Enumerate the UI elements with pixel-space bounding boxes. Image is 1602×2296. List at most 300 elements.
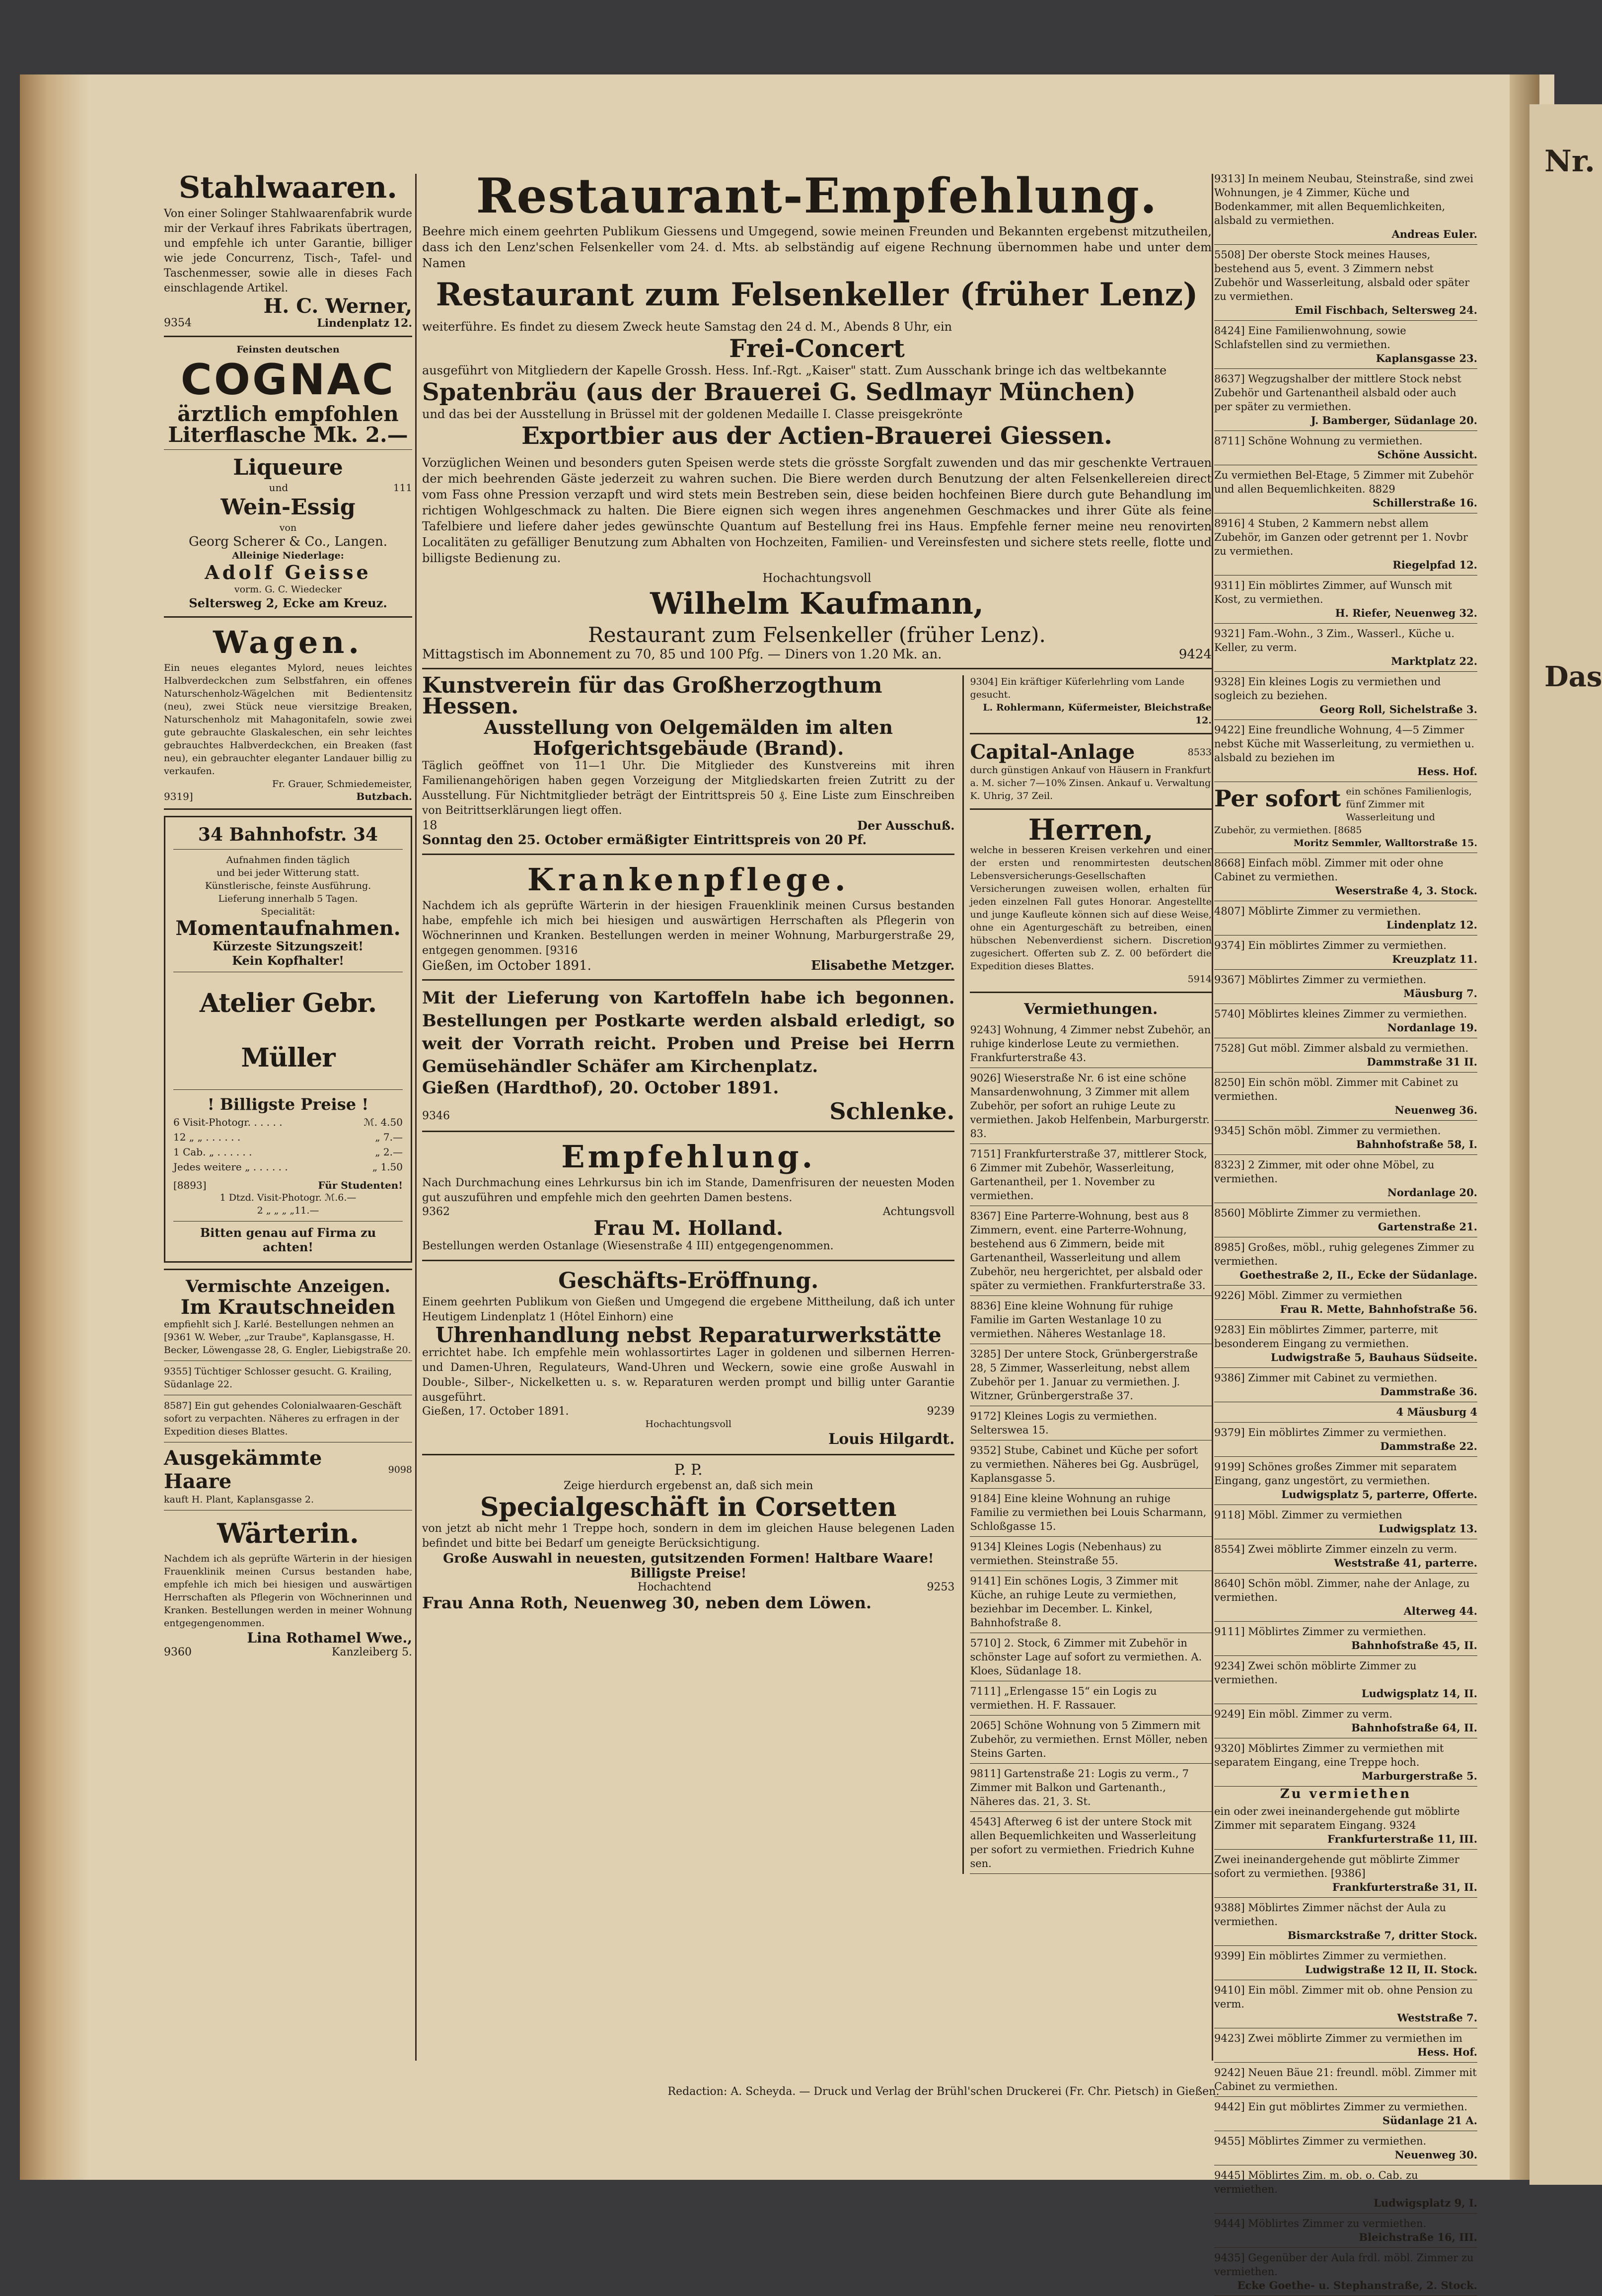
rental-text: 9345] Schön möbl. Zimmer zu vermiethen. [1214, 1125, 1441, 1137]
price-row [173, 1159, 403, 1174]
empf-text: Nach Durchmachung eines Lehrkursus bin ich im Stande, Damenfrisuren der neuesten Moden gut auszuführen und empfehle mich den geehrten Damen bestens. [422, 1177, 955, 1204]
rental-text: 9374] Ein möblirtes Zimmer zu vermiethen. [1214, 939, 1447, 951]
bahnhof-l2: und bei jeder Witterung statt. [217, 867, 360, 878]
empf-hoch: Achtungsvoll [882, 1206, 955, 1218]
wiedecker: vorm. G. C. Wiedecker [234, 584, 342, 595]
rental-listing [1214, 1038, 1477, 1073]
bahnhof-l1: Aufnahmen finden täglich [226, 855, 350, 865]
empf-foot: Bestellungen werden Ostanlage (Wiesenstraße 4 III) entgegengenommen. [422, 1240, 834, 1252]
cognac-pre: Feinsten deutschen [236, 344, 340, 355]
stud1: 1 Dtzd. Visit-Photogr. ℳ.6.— [219, 1192, 357, 1203]
spaten: Spatenbräu (aus der Brauerei G. Sedlmayr München) [422, 378, 1136, 406]
rental-listing [1214, 1574, 1477, 1622]
rest-cont: weiterführe. Es findet zu diesem Zweck heute Samstag den 24 d. M., Abends 8 Uhr, ein [422, 320, 952, 334]
rental-listing [1214, 1738, 1477, 1787]
kunst-sig: Der Ausschuß. [857, 818, 955, 833]
herren-title: Herren, [1028, 813, 1154, 847]
rental-item: 8367] Eine Parterre-Wohnung, best aus 8 Zimmern, event. eine Parterre-Wohnung, bestehend aus 6 Zimmern, beide mit Gartenantheil, Wasserleitung und allem Zubehör, neu hergerichtet, per alsbald oder später zu vermiethen. Frankfurterstraße 33. [970, 1206, 1212, 1296]
rental-text: 8985] Großes, möbl., ruhig gelegenes Zimmer zu vermiethen. [1214, 1241, 1475, 1267]
wagen-footer [164, 790, 412, 802]
column-rule-2 [1212, 174, 1213, 2061]
studenten: Für Studenten! [318, 1179, 403, 1191]
cors-name: Frau Anna Roth, Neuenweg 30, neben dem Löwen. [422, 1593, 872, 1612]
gesch-title: Geschäfts-Eröffnung. [558, 1268, 819, 1293]
left-column [164, 169, 412, 1658]
rental-text: 9242] Neuen Bäue 21: freundl. möbl. Zimmer mit Cabinet zu vermiethen. [1214, 2067, 1477, 2092]
stahl-title: Stahlwaaren. [178, 170, 398, 205]
page-stack-edge [20, 74, 89, 2180]
rental-listing [1214, 853, 1477, 901]
rental-listing [1214, 2131, 1477, 2165]
rental-address: 4 Mäusburg 4 [1396, 1406, 1477, 1418]
rental-address: Frankfurterstraße 11, III. [1327, 1833, 1477, 1845]
rental-address: Neuenweg 36. [1394, 1104, 1477, 1116]
frei-concert: Frei-Concert [729, 334, 905, 363]
capital-row [970, 740, 1212, 764]
rest-body: Vorzüglichen Weinen und besonders guten Speisen werde stets die grösste Sorgfalt zuwenden und das mir geschenkte Vertrauen der mich beehrenden Gäste jederzeit zu wahren suchen. Die Biere werden durch Benutzung der alten Felsenkellereien direct vom Fass ohne Pression verzapft und wird stets mein Bestreben sein, diese beiden hochfeinen Biere durch gute Behandlung im richtigen Wohlgeschmack zu halten. Die Biere eignen sich wegen ihres angenehmen Geschmackes und ihrer Güte als feine Tafelbiere und liefere daher jedes gewünschte Quantum auf Bestellung frei ins Haus. Empfehle ferner meine neu renovirten Localitäten zu gefälliger Benutzung zum Abhalten von Hochzeiten, Familien- und Vereinsfesten und sichere stets reelle, flotte und billigste Bedienung zu. [422, 456, 1212, 565]
rental-item: 9243] Wohnung, 4 Zimmer nebst Zubehör, an ruhige kinderlose Leute zu vermiethen. Frankfurterstraße 43. [970, 1020, 1212, 1068]
rental-listing [1214, 1402, 1477, 1423]
rental-text: 9249] Ein möbl. Zimmer zu verm. [1214, 1708, 1393, 1720]
gesch-hoch: Hochachtungsvoll [645, 1419, 731, 1430]
kranken-title: Krankenpflege. [527, 861, 850, 898]
rental-listing [1214, 369, 1477, 431]
rental-text: 8560] Möblirte Zimmer zu vermiethen. [1214, 1207, 1421, 1219]
kranken-footer [422, 958, 954, 973]
rental-text: 8637] Wegzugshalber der mittlere Stock nebst Zubehör und Gartenantheil alsbald oder auch per später zu vermiethen. [1214, 373, 1461, 413]
rental-address: H. Riefer, Neuenweg 32. [1335, 607, 1477, 619]
rental-listing [1214, 1850, 1477, 1898]
cors-bold: Große Auswahl in neuesten, gutsitzenden Formen! Haltbare Waare! Billigste Preise! [443, 1551, 934, 1581]
rental-address: Hess. Hof. [1417, 765, 1477, 778]
rental-listing [1214, 2097, 1477, 2131]
rental-address: Ecke Goethe- u. Stephanstraße, 2. Stock. [1237, 2279, 1477, 2292]
rental-listing [1214, 2214, 1477, 2248]
waerterin-text: Nachdem ich als geprüfte Wärterin in der hiesigen Frauenklinik meinen Cursus bestanden habe, empfehle ich mich bei hiesigen und auswärtigen Herrschaften als Pflegerin von Wöchnerinnen und Kranken. Bestellungen werden in meiner Wohnung entgegengenommen. [164, 1553, 412, 1629]
column-rule-1 [415, 174, 417, 2061]
rental-listing [1214, 970, 1477, 1004]
kraut-title: Im Krautschneiden [180, 1295, 396, 1319]
rental-listing [1214, 935, 1477, 970]
kranken-text: Nachdem ich als geprüfte Wärterin in der hiesigen Frauenklinik meinen Cursus bestanden habe, empfehle ich mich bei hiesigen und auswärtigen Herrschaften als Pflegerin von Wöchnerinnen und Kranken. Bestellungen werden in meiner Wohnung, Marburgerstraße 29, entgegen genommen. [9316 [422, 900, 955, 957]
rental-listing [1214, 575, 1477, 624]
empf-name: Frau M. Holland. [593, 1217, 784, 1240]
rental-item: 2065] Schöne Wohnung von 5 Zimmern mit Zubehör, zu vermiethen. Ernst Möller, neben Steins Garten. [970, 1716, 1212, 1764]
kart-text: Mit der Lieferung von Kartoffeln habe ich begonnen. Bestellungen per Postkarte werden alsbald erledigt, so weit der Vorrath reicht. Proben und Preise bei Herrn Gemüsehändler Schäfer am Kirchenplatz. [422, 988, 955, 1076]
ua-title: Uhrenhandlung nebst Reparaturwerkstätte [435, 1323, 942, 1347]
rental-listing [1214, 1237, 1477, 1286]
bahnhof-l4: Lieferung innerhalb 5 Tagen. [218, 893, 358, 904]
rental-item: 7111] „Erlengasse 15“ ein Logis zu vermiethen. H. F. Rassauer. [970, 1681, 1212, 1716]
rental-text: 8323] 2 Zimmer, mit oder ohne Möbel, zu vermiethen. [1214, 1159, 1435, 1185]
rental-text: 9435] Gegenüber der Aula frdl. möbl. Zimmer zu vermiethen. [1214, 2252, 1474, 2278]
haare-row [164, 1446, 412, 1493]
rental-item: 9352] Stube, Cabinet und Küche per sofort zu vermiethen. Näheres bei Gg. Ausbrügel, Kaplansgasse 5. [970, 1440, 1212, 1489]
gesch-footer [422, 1405, 954, 1418]
price-label: 12 „ „ . . . . . . [173, 1131, 241, 1143]
rental-text: 9410] Ein möbl. Zimmer mit ob. ohne Pension zu verm. [1214, 1984, 1473, 2010]
rental-listing [1214, 1656, 1477, 1704]
rental-address: Bahnhofstraße 64, II. [1351, 1722, 1477, 1734]
kuefer-text: 9304] Ein kräftiger Küferlehrling vom Lande gesucht. [970, 676, 1185, 700]
price-label: 1 Cab. „ . . . . . . [173, 1146, 252, 1158]
kart-name: Schlenke. [829, 1098, 955, 1125]
rental-address: Kreuzplatz 11. [1392, 953, 1477, 965]
rest-name: Restaurant zum Felsenkeller (früher Lenz) [436, 276, 1198, 313]
und: und [269, 482, 289, 494]
kranken-name: Elisabethe Metzger. [810, 958, 955, 973]
cors-text: von jetzt ab nicht mehr 1 Treppe hoch, sondern in dem im gleichen Hause belegenen Laden befindet und bitte bei Bedarf um geneigte Berücksichtigung. [422, 1522, 955, 1550]
kunst-num: 18 [422, 818, 437, 832]
cors-num: 9253 [927, 1581, 955, 1593]
mittag-row [422, 647, 1212, 662]
kunst-sun: Sonntag den 25. October ermäßigter Eintrittspreis von 20 Pf. [422, 833, 867, 848]
facing-page-das: Das [1544, 660, 1602, 693]
waerterin-title: Wärterin. [217, 1517, 359, 1549]
rental-address: Goethestraße 2, II., Ecke der Südanlage. [1239, 1269, 1477, 1281]
rental-item: 9184] Eine kleine Wohnung an ruhige Familie zu vermiethen bei Louis Scharmann, Schloßgasse 15. [970, 1489, 1212, 1537]
rental-text: 5740] Möblirtes kleines Zimmer zu vermiethen. [1214, 1008, 1467, 1020]
rental-listing [1214, 1368, 1477, 1402]
rental-listing [1214, 2165, 1477, 2214]
rental-item: 9026] Wieserstraße Nr. 6 ist eine schöne Mansardenwohnung, 3 Zimmer mit allem Zubehör, per sofort an ruhige Leute zu vermiethen. Jakob Helfenbein, Marburgerstr. 83. [970, 1068, 1212, 1144]
rental-text: 9423] Zwei möblirte Zimmer zu vermiethen im [1214, 2032, 1462, 2044]
rental-listing [1214, 901, 1477, 935]
corsetten: Specialgeschäft in Corsetten [480, 1492, 897, 1522]
rental-text: 9442] Ein gut möblirtes Zimmer zu vermiethen. [1214, 2101, 1467, 2113]
kurz1: Kürzeste Sitzungszeit! [213, 939, 364, 953]
rental-address: Neuenweg 30. [1394, 2149, 1477, 2161]
price-row [173, 1130, 403, 1145]
wagen-num: 9319] [164, 790, 193, 802]
kurz2: Kein Kopfhalter! [232, 953, 344, 968]
rental-address: Mäusburg 7. [1403, 987, 1477, 1000]
rental-listing [1214, 1286, 1477, 1320]
rental-address: Bahnhofstraße 58, I. [1356, 1138, 1477, 1150]
gesch-date: Gießen, 17. October 1891. [422, 1405, 569, 1418]
rental-item: 8836] Eine kleine Wohnung für ruhige Familie im Garten Westanlage 10 zu vermiethen. Näheres Westanlage 18. [970, 1296, 1212, 1344]
rental-text: 9379] Ein möblirtes Zimmer zu vermiethen. [1214, 1427, 1447, 1438]
rental-text: 8554] Zwei möblirte Zimmer einzeln zu verm. [1214, 1543, 1457, 1555]
kunst-text: Täglich geöffnet von 11—1 Uhr. Die Mitglieder des Kunstvereins mit ihren Familienangehörigen haben gegen Vorzeigung der Mitgliedskarten freien Zutritt zu der Ausstellung. Für Nichtmitglieder beträgt der Eintrittspreis 50 ₰. Eine Liste zum Einschreiben von Beitrittserklärungen liegt offen. [422, 760, 955, 817]
haare-title: Ausgekämmte Haare [164, 1446, 322, 1493]
rental-text: 9321] Fam.-Wohn., 3 Zim., Wasserl., Küche u. Keller, zu verm. [1214, 628, 1455, 653]
rental-address: Bismarckstraße 7, dritter Stock. [1287, 1929, 1477, 1941]
price-label: 6 Visit-Photogr. . . . . . [173, 1116, 283, 1128]
facing-page-nr: Nr. [1544, 144, 1595, 179]
rental-address: Dammstraße 22. [1380, 1440, 1477, 1452]
rental-address: Riegelpfad 12. [1392, 559, 1477, 571]
studenten-row [173, 1179, 403, 1191]
rental-listing [1214, 1423, 1477, 1457]
rest-intro: Beehre mich einem geehrten Publikum Giessens und Umgegend, sowie meinen Freunden und Bekannten ergebenst mitzutheilen, dass ich den Lenz'schen Felsenkeller vom 24. d. Mts. ab selbständig auf eigene Rechnung übernommen habe und unter dem Namen [422, 224, 1212, 270]
rental-address: Ludwigstraße 12 II, II. Stock. [1305, 1963, 1477, 1976]
rental-text: 8711] Schöne Wohnung zu vermiethen. [1214, 435, 1423, 447]
mittag-num: 9424 [1178, 647, 1212, 662]
kraut-text: empfiehlt sich J. Karlé. Bestellungen nehmen an [9361 W. Weber, „zur Traube", Kaplansgasse, H. Becker, Löwengasse 28, G. Engler, Liebigstraße 20. [164, 1319, 411, 1356]
rental-text: Zu vermiethen Bel-Etage, 5 Zimmer mit Zubehör und allen Bequemlichkeiten. 8829 [1214, 469, 1474, 495]
stahl-text: Von einer Solinger Stahlwaarenfabrik wurde mir der Verkauf ihres Fabrikats übertragen, und empfehle ich unter Garantie, billiger wie jede Concurrenz, Tisch-, Tafel- und Taschenmesser, sowie alle in dieses Fach einschlagende Artikel. [164, 208, 412, 294]
price-value: ℳ. 4.50 [364, 1116, 403, 1128]
special: Specialität: [261, 906, 315, 917]
rental-text: ein oder zwei ineinandergehende gut möblirte Zimmer mit separatem Eingang. 9324 [1214, 1805, 1460, 1831]
rental-item: 9811] Gartenstraße 21: Logis zu verm., 7 Zimmer mit Balkon und Gartenanth., Näheres das. 21, 3. St. [970, 1764, 1212, 1812]
schlosser: 9355] Tüchtiger Schlosser gesucht. G. Krailing, Südanlage 22. [164, 1366, 392, 1390]
waerterin-addr: Kanzleiberg 5. [331, 1646, 412, 1658]
right-column [1214, 169, 1477, 2296]
stahl-addr: Lindenplatz 12. [317, 317, 412, 330]
rental-address: Kaplansgasse 23. [1376, 352, 1477, 364]
rental-address: Ludwigsplatz 5, parterre, Offerte. [1281, 1488, 1477, 1501]
stahl-footer [164, 317, 412, 330]
cors-row [422, 1581, 954, 1593]
rental-item: 9172] Kleines Logis zu vermiethen. Selterswea 15. [970, 1406, 1212, 1440]
rental-text: 9367] Möblirtes Zimmer zu vermiethen. [1214, 974, 1427, 986]
rental-address: Dammstraße 36. [1380, 1385, 1477, 1398]
rental-address: Marktplatz 22. [1391, 655, 1477, 667]
rental-address: Andreas Euler. [1391, 228, 1477, 240]
rental-listing [1214, 720, 1477, 782]
wagen-text: Ein neues elegantes Mylord, neues leichtes Halbverdeckchen zum Selbstfahren, ein offenes Naturschenholz-Wägelchen mit Bedientensitz (neu), zwei Stück neue viersitzige Breaken, Naturschenholz mit Mahagonitafeln, sowie zwei gute gebrauchte Glaskaleschen, ein sehr leichtes gebrauchtes Halbverdeckchen, ein Breaken (fast neu), ein gebrauchter eleganter Landauer billig zu verkaufen. [164, 662, 412, 777]
rental-address: Bahnhofstraße 45, II. [1351, 1639, 1477, 1651]
price-value: „ 2.— [375, 1146, 403, 1158]
cognac-title: COGNAC [180, 355, 396, 405]
liqueure: Liqueure [233, 455, 343, 480]
rental-text: 9320] Möblirtes Zimmer zu vermiethen mit separatem Eingang, eine Treppe hoch. [1214, 1742, 1444, 1768]
rental-listing [1214, 245, 1477, 321]
rental-listing [1214, 465, 1477, 513]
rental-item: 9134] Kleines Logis (Nebenhaus) zu vermiethen. Steinstraße 55. [970, 1537, 1212, 1571]
kranken-date: Gießen, im October 1891. [422, 958, 591, 973]
capital-title: Capital-Anlage [970, 740, 1135, 764]
rental-address: Nordanlage 20. [1387, 1186, 1477, 1199]
rental-text: 9226] Möbl. Zimmer zu vermiethen [1214, 1290, 1402, 1301]
rental-text: 9455] Möblirtes Zimmer zu vermiethen. [1214, 2135, 1427, 2147]
rental-item: 7151] Frankfurterstraße 37, mittlerer Stock, 6 Zimmer mit Zubehör, Wasserleitung, Gartenantheil, per 1. November zu vermiethen. [970, 1144, 1212, 1206]
liq-num: 111 [393, 482, 412, 494]
rental-text: 8640] Schön möbl. Zimmer, nahe der Anlage, zu vermiethen. [1214, 1578, 1470, 1603]
price-row [173, 1115, 403, 1130]
photo-ad-box [164, 816, 412, 1263]
wagen-title: Wagen. [213, 624, 363, 660]
rental-item: 5710] 2. Stock, 6 Zimmer mit Zubehör in schönster Lage auf sofort zu vermiethen. A. Kloes, Südanlage 18. [970, 1633, 1212, 1681]
rental-listing [1214, 431, 1477, 465]
rental-listing [1214, 2248, 1477, 2296]
rental-text: 9199] Schönes großes Zimmer mit separatem Eingang, ganz ungestört, zu vermiethen. [1214, 1461, 1457, 1487]
colonial: 8587] Ein gut gehendes Colonialwaaren-Geschäft sofort zu verpachten. Näheres zu erfragen in der Expedition dieses Blattes. [164, 1400, 402, 1437]
bahnhof-l3: Künstlerische, feinste Ausführung. [205, 880, 371, 891]
rental-text: 9283] Ein möblirtes Zimmer, parterre, mit besonderem Eingang zu vermiethen. [1214, 1324, 1438, 1350]
rental-text: 9445] Möblirtes Zim. m. ob. o. Cab. zu vermiethen. [1214, 2169, 1418, 2195]
price-row [173, 1145, 403, 1159]
geisse: Adolf Geisse [205, 561, 371, 583]
rental-listing [1214, 1073, 1477, 1121]
rental-listing [1214, 1801, 1477, 1850]
rental-listing [1214, 169, 1477, 245]
rest-cont3: und das bei der Ausstellung in Brüssel mit der goldenen Medaille I. Classe preisgekrönte [422, 407, 963, 421]
rental-text: 9313] In meinem Neubau, Steinstraße, sind zwei Wohnungen, je 4 Zimmer, Küche und Bodenkammer, mit allen Bequemlichkeiten, alsbald zu vermiethen. [1214, 173, 1473, 226]
rental-address: Weststraße 7. [1397, 2011, 1477, 2024]
stahl-num: 9354 [164, 317, 192, 329]
rental-listing [1214, 1155, 1477, 1203]
rental-address: Ludwigstraße 5, Bauhaus Südseite. [1270, 1351, 1477, 1363]
rental-text: 8424] Eine Familienwohnung, sowie Schlafstellen sind zu vermiethen. [1214, 325, 1406, 351]
waerterin-footer [164, 1646, 412, 1658]
middle-column [422, 169, 1212, 1874]
rental-address: Ludwigsplatz 9, I. [1374, 2197, 1477, 2209]
rental-address: Dammstraße 31 II. [1367, 1056, 1477, 1068]
rental-address: Frankfurterstraße 31, II. [1332, 1881, 1477, 1893]
rental-address: Lindenplatz 12. [1386, 919, 1477, 931]
gesch-text2: errichtet habe. Ich empfehle mein wohlassortirtes Lager in goldenen und silbernen Herren- und Damen-Uhren, Regulateurs, Wand-Uhren und Weckern, sowie eine große Auswahl in Double-, Silber-, Nickelketten u. s. w. Reparaturen werden prompt und billig unter Garantie ausgeführt. [422, 1347, 955, 1404]
kaufmann: Wilhelm Kaufmann, [650, 586, 984, 621]
rental-address: Nordanlage 19. [1387, 1021, 1477, 1034]
rental-text: 9386] Zimmer mit Cabinet zu vermiethen. [1214, 1372, 1438, 1384]
empf-num: 9362 [422, 1206, 450, 1218]
rental-address: Ludwigsplatz 14, II. [1361, 1687, 1477, 1700]
scherer: Georg Scherer & Co., Langen. [188, 534, 387, 549]
pp: P. P. [674, 1461, 703, 1479]
rental-text: Zwei ineinandergehende gut möblirte Zimmer sofort zu vermiethen. [9386] [1214, 1854, 1459, 1879]
price-value: „ 7.— [375, 1131, 403, 1143]
haare-text: kauft H. Plant, Kaplansgasse 2. [164, 1494, 314, 1505]
rental-listing [1214, 1121, 1477, 1155]
nieder: Alleinige Niederlage: [232, 550, 344, 561]
export: Exportbier aus der Actien-Brauerei Giessen. [521, 422, 1112, 450]
rental-listing [1214, 1539, 1477, 1574]
rental-text: 8250] Ein schön möbl. Zimmer mit Cabinet zu vermiethen. [1214, 1076, 1458, 1102]
rental-listing [1214, 672, 1477, 720]
rental-text: 9399] Ein möblirtes Zimmer zu vermiethen. [1214, 1950, 1447, 1962]
rental-address: Weststraße 41, parterre. [1334, 1557, 1477, 1569]
von: von [279, 522, 297, 533]
vermiet-title: Vermiethungen. [1024, 1001, 1158, 1018]
preise: ! Billigste Preise ! [207, 1095, 369, 1114]
wagen-place: Butzbach. [356, 790, 412, 802]
rental-text: 9118] Möbl. Zimmer zu vermiethen [1214, 1509, 1402, 1521]
kuefer-sig: L. Rohlermann, Küfermeister, Bleichstraße 12. [983, 702, 1212, 726]
kunst-sub: Ausstellung von Oelgemälden im alten Hofgerichtsgebäude (Brand). [484, 716, 893, 759]
bahnhof-title: 34 Bahnhofstr. 34 [198, 824, 378, 845]
price-value: „ 1.50 [372, 1161, 403, 1173]
per-sofort-sig: Moritz Semmler, Walltorstraße 15. [1293, 838, 1477, 849]
per-sofort-title: Per sofort [1214, 785, 1341, 812]
imprint: Redaction: A. Scheyda. — Druck und Verlag der Brühl'schen Druckerei (Fr. Chr. Pietsch) in Gießen. [667, 2085, 1220, 2098]
rest-title: Restaurant-Empfehlung. [476, 168, 1158, 224]
stud2: 2 „ „ „ „11.— [257, 1205, 319, 1216]
atelier: Atelier Gebr. Müller [199, 988, 377, 1073]
rental-text: 9234] Zwei schön möblirte Zimmer zu vermiethen. [1214, 1660, 1417, 1686]
cognac-l2: Literflasche Mk. 2.— [168, 423, 408, 447]
rental-listing [1214, 1320, 1477, 1368]
liq-und-row [164, 482, 412, 494]
rental-text: 9422] Eine freundliche Wohnung, 4—5 Zimmer nebst Küche mit Wasserleitung, zu vermiethen u. alsbald zu beziehen im [1214, 724, 1475, 764]
gesch-num: 9239 [927, 1405, 955, 1418]
rental-address: Emil Fischbach, Seltersweg 24. [1295, 304, 1477, 316]
seltersweg: Seltersweg 2, Ecke am Kreuz. [189, 596, 387, 610]
rental-listing [1214, 2028, 1477, 2063]
rental-address: Alterweg 44. [1403, 1605, 1477, 1617]
rental-text: 4807] Möblirte Zimmer zu vermiethen. [1214, 905, 1421, 917]
rental-address: Südanlage 21 A. [1382, 2114, 1477, 2127]
rental-listing [1214, 1004, 1477, 1038]
rental-listing [1214, 513, 1477, 575]
rental-text: 9328] Ein kleines Logis zu vermiethen und sogleich zu beziehen. [1214, 676, 1441, 702]
rental-address: Schillerstraße 16. [1373, 497, 1477, 509]
rental-text: 5508] Der oberste Stock meines Hauses, bestehend aus 5, event. 3 Zimmern nebst Zubehör und Wasserleitung, alsbald oder später zu vermiethen. [1214, 249, 1470, 302]
rental-listing [1214, 1457, 1477, 1505]
per-sofort-ad [1214, 782, 1477, 853]
kart-num: 9346 [422, 1110, 450, 1122]
rental-address: Bleichstraße 16, III. [1359, 2231, 1477, 2243]
per-sofort-text: ein schönes Familienlogis, fünf Zimmer mit Wasserleitung und Zubehör, zu vermiethen. [8685 [1214, 786, 1472, 836]
rental-text: 7528] Gut möbl. Zimmer alsbald zu vermiethen. [1214, 1042, 1469, 1054]
capital-num: 8533 [1187, 746, 1212, 758]
lower-middle [422, 675, 1212, 1874]
rest-hoch: Hochachtungsvoll [762, 571, 872, 585]
verm-title: Vermischte Anzeigen. [185, 1277, 391, 1296]
herren-text: welche in besseren Kreisen verkehren und einer der ersten und renommirtesten deutschen Lebensversicherungs-Gesellschaften Versicherungen zuweisen wollen, erhalten für jeden einzelnen Fall gutes Honorar. Angestellte und junge Kaufleute können sich auf diese Weise, ohne ein Agenturgeschäft zu betreiben, einen hübschen Nebenverdienst sichern. Discretion zugesichert. Offerten sub Z. Z. 00 befördert die Expedition dieses Blattes. [970, 845, 1212, 972]
price-label: Jedes weitere „ . . . . . . [173, 1161, 288, 1173]
weinessig: Wein-Essig [220, 495, 356, 520]
cors-hoch: Hochachtend [637, 1581, 712, 1593]
rental-address: Hess. Hof. [1417, 2046, 1477, 2058]
kart-footer [422, 1098, 954, 1125]
facing-page [1529, 104, 1602, 2185]
rental-item: 3285] Der untere Stock, Grünbergerstraße 28, 5 Zimmer, Wasserleitung, nebst allem Zubehör per 1. Januar zu vermiethen. J. Witzner, Grünbergerstraße 37. [970, 1344, 1212, 1406]
rental-text: 8668] Einfach möbl. Zimmer mit oder ohne Cabinet zu vermiethen. [1214, 857, 1444, 883]
gesch-name: Louis Hilgardt. [828, 1431, 955, 1448]
gesch-text: Einem geehrten Publikum von Gießen und Umgegend die ergebene Mittheilung, daß ich unter Heutigem Lindenplatz 1 (Hôtel Einhorn) eine [422, 1296, 955, 1323]
rental-address: Weserstraße 4, 3. Stock. [1335, 884, 1477, 897]
rental-item: 9141] Ein schönes Logis, 3 Zimmer mit Küche, an ruhige Leute zu vermiethen, beziehbar im December. L. Kinkel, Bahnhofstraße 8. [970, 1571, 1212, 1633]
kunst-title: Kunstverein für das Großherzogthum Hessen. [422, 673, 882, 719]
pp-intro: Zeige hierdurch ergebenst an, daß sich mein [563, 1480, 813, 1492]
rental-listing [1214, 321, 1477, 369]
rental-address: Frau R. Mette, Bahnhofstraße 56. [1280, 1303, 1477, 1315]
rental-text: 9444] Möblirtes Zimmer zu vermiethen. [1214, 2218, 1427, 2229]
haare-num: 9098 [388, 1464, 412, 1475]
herren-num: 5914 [1187, 974, 1212, 985]
cognac-l1: ärztlich empfohlen [177, 402, 399, 426]
kart-date: Gießen (Hardthof), 20. October 1891. [422, 1078, 779, 1098]
rental-text: 9388] Möblirtes Zimmer nächst der Aula zu vermiethen. [1214, 1902, 1446, 1928]
rental-listing [1214, 1505, 1477, 1539]
rental-listing [1214, 1946, 1477, 1980]
rental-listing [1214, 624, 1477, 672]
middle-left-sub [422, 675, 954, 1874]
rental-address: Gartenstraße 21. [1378, 1220, 1477, 1233]
rental-item: 4543] Afterweg 6 ist der untere Stock mit allen Bequemlichkeiten und Wasserleitung per sofort zu vermiethen. Friedrich Kuhne sen. [970, 1812, 1212, 1874]
rental-text: 8916] 4 Stuben, 2 Kammern nebst allem Zubehör, im Ganzen oder getrennt per 1. Novbr zu vermiethen. [1214, 517, 1468, 557]
bitten: Bitten genau auf Firma zu achten! [200, 1225, 376, 1254]
rest-cont2: ausgeführt von Mitgliedern der Kapelle Grossh. Hess. Inf.-Rgt. „Kaiser" statt. Zum Ausschank bringe ich das weltbekannte [422, 363, 1167, 377]
rental-address: Georg Roll, Sichelstraße 3. [1319, 703, 1477, 716]
rental-address: Marburgerstraße 5. [1362, 1770, 1477, 1782]
rental-listing [1214, 1203, 1477, 1237]
mittag: Mittagstisch im Abonnement zu 70, 85 und 100 Pfg. — Diners von 1.20 Mk. an. [422, 647, 942, 662]
rental-text: 9311] Ein möblirtes Zimmer, auf Wunsch mit Kost, zu vermiethen. [1214, 579, 1453, 605]
rental-address: Schöne Aussicht. [1377, 448, 1477, 461]
rental-address: Ludwigsplatz 13. [1378, 1522, 1477, 1535]
rental-listing [1214, 1898, 1477, 1946]
studenten-num: [8893] [173, 1179, 207, 1191]
moment: Momentaufnahmen. [175, 917, 401, 940]
rental-text: 9111] Möblirtes Zimmer zu vermiethen. [1214, 1626, 1427, 1638]
waerterin-num: 9360 [164, 1646, 192, 1658]
capital-text: durch günstigen Ankauf von Häusern in Frankfurt a. M. sicher 7—10% Zinsen. Ankauf u. Verwaltung K. Uhrig, 37 Zeil. [970, 765, 1211, 801]
empf-title: Empfehlung. [561, 1139, 816, 1175]
